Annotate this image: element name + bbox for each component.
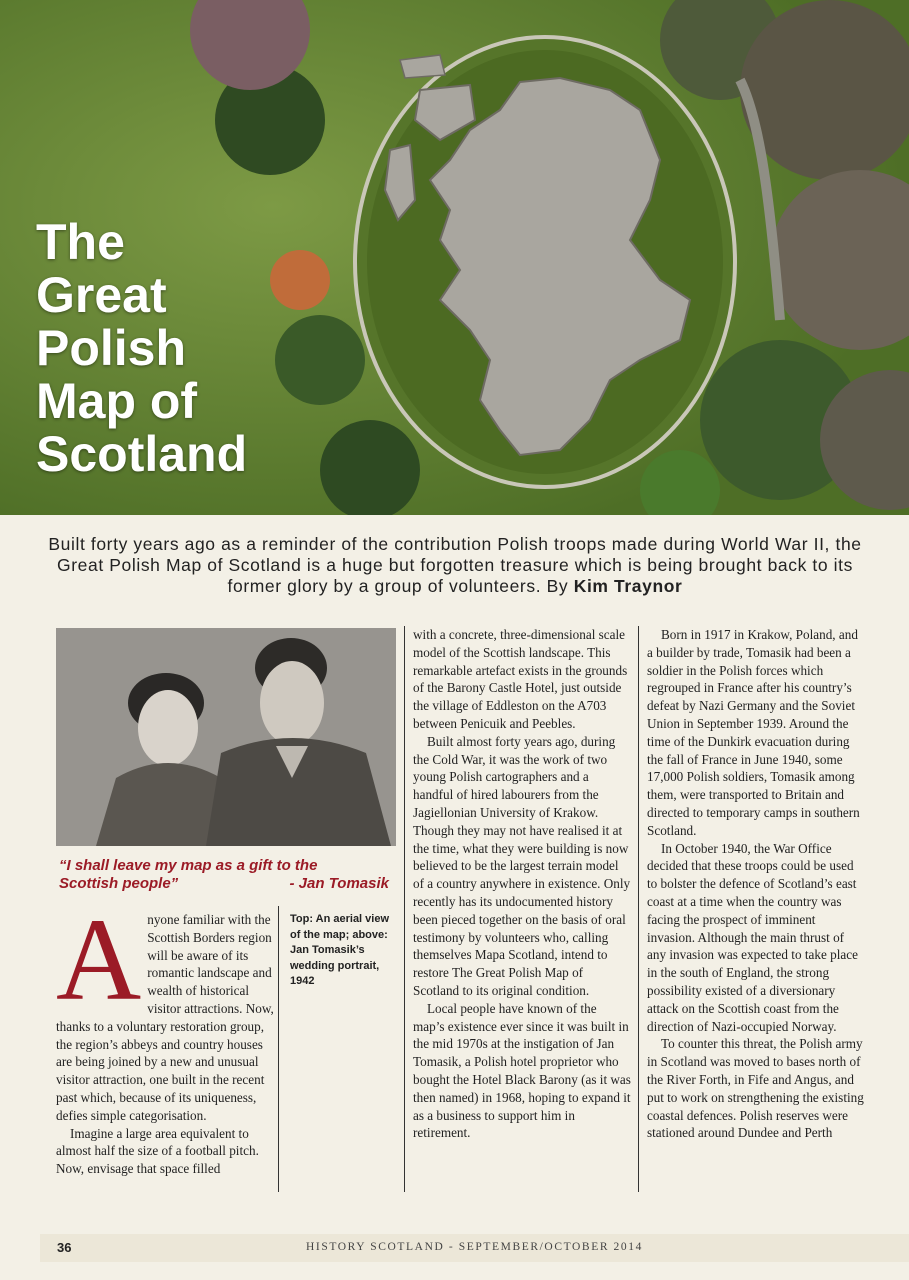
title-line: Map of (36, 373, 198, 429)
article-title (36, 216, 247, 481)
standfirst-text: Built forty years ago as a reminder of the contribution Polish troops made during World War II, the Great Polish Map of Scotland is a huge but forgotten treasure which is being brought back to its former glory by a group of volunteers. By (48, 534, 862, 596)
pull-quote (59, 857, 389, 893)
page-footer (40, 1234, 909, 1262)
running-title: HISTORY SCOTLAND - SEPTEMBER/OCTOBER 2014 (306, 1241, 643, 1253)
title-line: Polish (36, 320, 187, 376)
paragraph: with a concrete, three-dimensional scale model of the Scottish landscape. This remarkable artefact exists in the grounds of the Barony Castle Hotel, just outside the village of Eddleston on the A703 between Penicuik and Peebles. (413, 627, 628, 731)
paragraph (56, 894, 274, 1125)
quote-line: Scottish people” (59, 875, 179, 892)
paragraph: Local people have known of the map’s existence ever since it was built in the mid 1970s at the instigation of Jan Tomasik, a Polish hotel proprietor who bought the Hotel Black Barony (as it was then named) in 1968, hoping to expand it as a business to support him in retirement. (413, 1000, 631, 1141)
article-column-3 (413, 626, 631, 1142)
paragraph: To counter this threat, the Polish army in Scotland was moved to bases north of the River Forth, in Fife and Angus, and put to work on strengthening the existing coastal defences. Polish reserves were stationed around Dundee and Perth (647, 1036, 864, 1141)
column-divider (278, 906, 279, 1192)
standfirst (40, 534, 870, 597)
page-number: 36 (57, 1240, 72, 1255)
paragraph: In October 1940, the War Office decided that these troops could be used to bolster the defence of Scotland’s east coast at a time when the country was facing the prospect of imminent invasion. Although the main thrust of any invasion was expected to take place in the south of England, the strong possibility existed of a diversionary attack on the Scottish coast from the direction of Nazi-occupied Norway. (647, 840, 858, 1034)
paragraph: Born in 1917 in Krakow, Poland, and a builder by trade, Tomasik had been a soldier in the Polish forces which regrouped in France after his country’s defeat by Nazi Germany and the Soviet Union in September 1939. Around the time of the Dunkirk evacuation during the fall of France in June 1940, some 17,000 Polish soldiers, Tomasik among them, were transported to Britain and directed to temporary camps in southern Scotland. (647, 627, 860, 838)
wedding-portrait-photo (56, 628, 396, 846)
quote-line: “I shall leave my map as a gift to the (59, 857, 318, 874)
quote-attribution: - Jan Tomasik (289, 875, 389, 892)
article-column-4 (647, 626, 865, 1142)
portrait-illustration (56, 628, 396, 846)
paragraph: Built almost forty years ago, during the Cold War, it was the work of two young Polish cartographers and a handful of hired labourers from the Jagiellonian University of Krakow. Though they may not have realised it at the time, what they were building is now believed to be the largest terrain model of a country anywhere in existence. Only recently has its undocumented history been pieced together on the basis of oral testimony by volunteers who, calling themselves Mapa Scotland, intend to restore The Great Polish Map of Scotland to its original condition. (413, 733, 631, 998)
paragraph: Imagine a large area equivalent to almost half the size of a football pitch. Now, envisage that space filled (56, 1125, 259, 1177)
paragraph-text: nyone familiar with the Scottish Borders region will be aware of its romantic landscape and wealth of historical visitor attractions. Now, thanks to a voluntary restoration group, the region’s abbeys and country houses are being joined by a new and unusual visitor attraction, one built in the recent past which, because of its uniqueness, defies simple categorisation. (56, 912, 274, 1123)
quote-line-2 (59, 875, 389, 893)
drop-cap: A (56, 894, 142, 1025)
title-line: Scotland (36, 426, 248, 482)
author-byline: Kim Traynor (573, 576, 683, 596)
title-line: The (36, 214, 125, 270)
column-divider (638, 626, 639, 1192)
photo-caption: Top: An aerial view of the map; above: Jan Tomasik’s wedding portrait, 1942 (290, 913, 390, 987)
title-line: Great (36, 267, 167, 323)
column-divider (404, 626, 405, 1192)
hero-aerial-photo (0, 0, 909, 515)
article-column-1 (56, 894, 274, 1178)
